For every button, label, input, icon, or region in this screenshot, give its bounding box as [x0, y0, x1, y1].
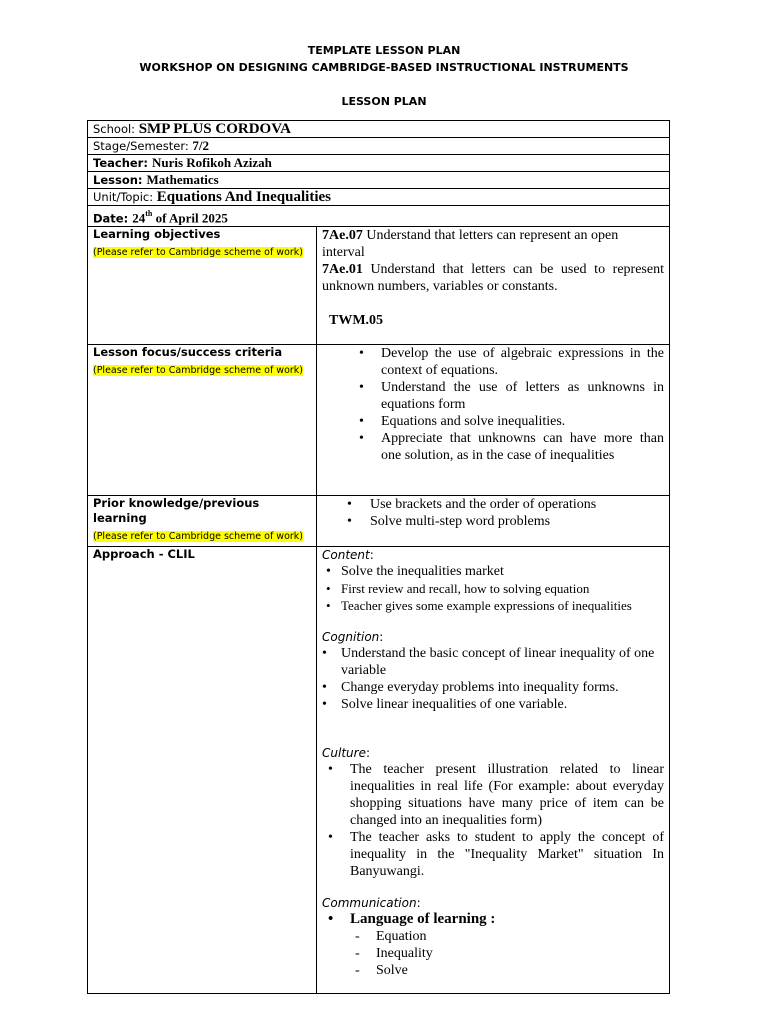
focus-row [88, 345, 670, 496]
focus-label: Lesson focus/success criteria [93, 345, 283, 360]
language-list [322, 928, 664, 979]
stage-row [88, 138, 670, 155]
prior-row [88, 496, 670, 547]
school-label: School: [93, 122, 139, 136]
approach-row: Approach - CLIL Content: • Solve the inequalities market • First review and recall, how to solving equation • Teacher gives some example expressions of inequalities Cognition: • Understand the basic concept of linear inequality of one variable • Change everyday problems into inequality forms. • Solve linear inequalities of one variable. Culture: • The teacher present illustration related to linear inequalities in real life (For example: about everyday shopping situations have many price of item can be changed into an inequalities form) • The teacher asks to student to apply the concept of inequality in the "Inequality Market" situation In Banyuwangi. Communication: • Language of learning : - Equation - Inequality - Solve [88, 547, 670, 994]
unit-label: Unit/Topic: [93, 190, 157, 204]
prior-note: (Please refer to Cambridge scheme of work) [93, 531, 304, 543]
objective-code-2: 7Ae.01 [322, 262, 363, 278]
culture-list [322, 761, 664, 880]
objective-code-1: 7Ae.07 [322, 228, 363, 244]
approach-label: Approach - CLIL [93, 547, 195, 562]
list-item: - Equation [322, 928, 664, 945]
objectives-label: Learning objectives [93, 227, 221, 242]
lesson-label: Lesson: [93, 173, 147, 187]
cognition-label: Cognition [322, 630, 380, 645]
lesson-plan-title: LESSON PLAN [341, 95, 427, 108]
school-value: SMP PLUS CORDOVA [138, 121, 291, 137]
objectives-row [88, 227, 670, 345]
unit-row [88, 189, 670, 206]
list-item: • Change everyday problems into inequality forms. [322, 679, 664, 696]
list-item: • Solve linear inequalities of one variable. [322, 696, 664, 713]
language-of-learning-label: • Language of learning : [322, 911, 664, 928]
teacher-label: Teacher: [93, 156, 152, 170]
communication-label: Communication [322, 896, 417, 911]
prior-list [322, 496, 664, 530]
date-day: 24 [132, 210, 146, 226]
list-item: • The teacher asks to student to apply the concept of inequality in the "Inequality Market" situation In Banyuwangi. [322, 829, 664, 880]
focus-note: (Please refer to Cambridge scheme of work) [93, 365, 304, 377]
list-item: - Solve [322, 962, 664, 979]
list-item: • The teacher present illustration related to linear inequalities in real life (For example: about everyday shopping situations have many price of item can be changed into an inequalities form) [322, 761, 664, 829]
list-item: • First review and recall, how to solving equation [322, 580, 664, 597]
content-list [322, 563, 664, 614]
list-item: • Solve the inequalities market [322, 563, 664, 580]
list-item: • Develop the use of algebraic expressions in the context of equations. [322, 345, 664, 379]
objectives-note: (Please refer to Cambridge scheme of work) [93, 247, 304, 259]
teacher-value: Nuris Rofikoh Azizah [151, 155, 272, 170]
cognition-list [322, 645, 664, 713]
list-item: • Equations and solve inequalities. [322, 413, 664, 430]
list-item: • Understand the use of letters as unknowns in equations form [322, 379, 664, 413]
list-item: • Teacher gives some example expressions of inequalities [322, 597, 664, 614]
date-rest: of April 2025 [152, 210, 228, 226]
list-item: - Inequality [322, 945, 664, 962]
stage-value: 7/2 [192, 138, 210, 153]
date-superscript: th [145, 209, 153, 218]
objective-text-1: Understand that letters can represent an open interval [322, 228, 619, 261]
lesson-row [88, 172, 670, 189]
list-item: • Solve multi-step word problems [322, 513, 664, 530]
school-row [88, 121, 670, 138]
unit-value: Equations And Inequalities [156, 189, 331, 205]
culture-label: Culture [322, 746, 366, 761]
list-item: • Use brackets and the order of operations [322, 496, 664, 513]
language-heading-list [322, 911, 664, 928]
focus-list [322, 345, 664, 464]
lesson-plan-table [87, 120, 670, 994]
objective-text-2: Understand that letters can be used to represent unknown numbers, variables or constants. [322, 262, 664, 295]
workshop-title: WORKSHOP ON DESIGNING CAMBRIDGE-BASED INSTRUCTIONAL INSTRUMENTS [139, 61, 629, 74]
objective-code-3: TWM.05 [329, 313, 384, 329]
content-label: Content [322, 548, 370, 563]
date-label: Date: [93, 211, 133, 226]
lesson-value: Mathematics [146, 172, 219, 187]
list-item: • Understand the basic concept of linear inequality of one variable [322, 645, 664, 679]
prior-label: Prior knowledge/previous learning [93, 496, 260, 526]
list-item: • Appreciate that unknowns can have more than one solution, as in the case of inequalities [322, 430, 664, 464]
template-title: TEMPLATE LESSON PLAN [307, 44, 461, 57]
stage-label: Stage/Semester: [93, 139, 193, 153]
teacher-row [88, 155, 670, 172]
date-row [88, 206, 670, 227]
